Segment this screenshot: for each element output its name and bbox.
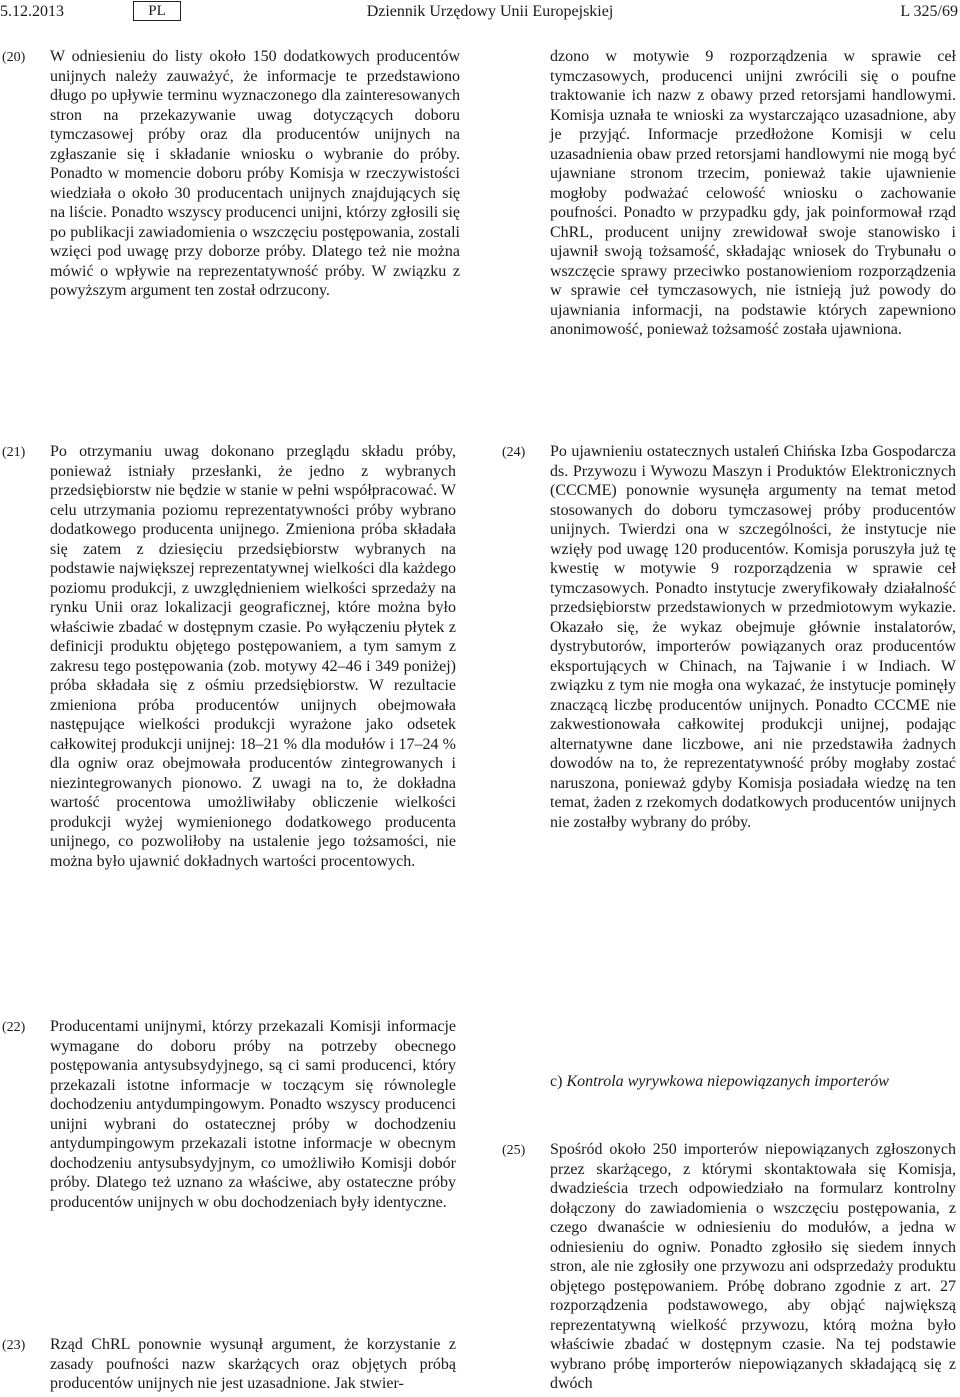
- page-reference: L 325/69: [900, 3, 958, 20]
- recital-23-text: Rząd ChRL ponownie wysunął argument, że korzystanie z zasady poufności nazw skarżących oraz objętych próbą producentów unijnych nie jest uzasadnione. Jak stwier-: [50, 1336, 456, 1392]
- recital-25-text: Spośród około 250 importerów niepowiązanych zgłoszonych przez skarżącego, z którymi skontaktowała się Komisja, dwadzieścia trzech odpowiedziało na formularz kontrolny dołączony do zawiadomienia o wszczęciu postępowania, z czego dwanaście w odniesieniu do modułów, a jedna w odniesieniu do ogniw. Ponadto zgłosiło się siedem innych stron, ale nie zgłosiły one przywozu ani odsprzedaży produktu objętego postępowaniem. Próbę dobrano zgodnie z art. 27 rozporządzenia podstawowego, aby objąć największą reprezentatywną wielkość przywozu, którą można było właściwie zbadać w dostępnym czasie. Na tej podstawie wybrano próbę importerów niepowiązanych składającą się z dwóch: [550, 1141, 956, 1392]
- recital-number-21: (21): [2, 445, 26, 460]
- recital-24-text: Po ujawnieniu ostatecznych ustaleń Chińska Izba Gospodarcza ds. Przywozu i Wywozu Maszyn i Produktów Elektronicznych (CCCME) ponownie wysunęła argumenty na temat metod stosowanych do doboru tymczasowej próby producentów unijnych. Twierdzi ona w szczególności, że instytucje nie wzięły pod uwagę 120 producentów. Komisja poruszyła już tę kwestię w motywie 9 rozporządzenia w sprawie ceł tymczasowych. Ponadto instytucje zweryfikowały działalność przedsiębiorstw przedstawionych w przedmiotowym wykazie. Okazało się, że wykaz obejmuje głównie instalatorów, dystrybutorów, importerów powiązanych oraz producentów eksportujących w Chinach, na Tajwanie i w Indiach. W związku z tym nie mogła ona wykazać, że instytucje pominęły znaczącą liczbę producentów unijnych. Ponadto CCCME nie zakwestionowała całkowitej produkcji unijnej, podając alternatywne dane liczbowe, ani nie przedstawiła żadnych dowodów na to, że reprezentatywność próby mogłaby zostać naruszona, ponieważ gdyby Komisja posiadała wiedzę na ten temat, żaden z rzekomych dodatkowych producentów unijnych nie zostałby wybrany do próby.: [550, 443, 956, 831]
- journal-title: Dziennik Urzędowy Unii Europejskiej: [366, 3, 614, 20]
- recital-number-20: (20): [2, 50, 26, 65]
- recital-21-text: Po otrzymaniu uwag dokonano przeglądu składu próby, ponieważ istniały przesłanki, że jedno z wybranych przedsiębiorstw nie będzie w stanie w pełni współpracować. W celu utrzymania poziomu reprezentatywności próby wybrano dodatkowego producenta unijnego. Zmieniona próba składała się zatem z dziesięciu przedsiębiorstw wybranych na podstawie największej reprezentatywnej wielkości dla każdego poziomu produkcji, z uwzględnieniem wielkości sprzedaży na rynku Unii oraz lokalizacji geograficznej, które można było właściwie zbadać w dostępnym czasie. Po wyłączeniu płytek z definicji produktu objętego postępowaniem, a tym samym z zakresu tego postępowania (zob. motywy 42–46 i 349 poniżej) próba składała się z ośmiu przedsiębiorstw. W rezultacie zmieniona próba producentów unijnych obejmowała następujące wielkości produkcji wyrażone jako odsetek całkowitej produkcji unijnej: 18–21 % dla modułów i 17–24 % dla ogniw oraz obejmowała producentów zintegrowanych i niezintegrowanych pionowo. Z uwagi na to, że dokładna wartość procentowa umożliwiłaby obliczenie wielkości produkcji wyżej wymienionego dodatkowego producenta unijnego, co pozwoliłoby na ustalenie jego tożsamości, nie można było ujawnić dokładnych wartości procentowych.: [50, 443, 456, 870]
- recital-22-text: Producentami unijnymi, którzy przekazali Komisji informacje wymagane do doboru próby na potrzeby obecnego postępowania antysubsydyjnego, są ci sami producenci, który przekazali istotne informacje w toczącym się równolegle dochodzeniu antydumpingowym. Ponadto wszyscy producenci unijni wybrani do ostatecznej próby w dochodzeniu antydumpingowym przekazali istotne informacje w obecnym dochodzeniu antysubsydyjnym, co umożliwiło Komisji dobór próby. Dlatego też uznano za właściwe, aby ostateczne próby producentów unijnych w obu dochodzeniach były identyczne.: [50, 1018, 456, 1211]
- section-letter: c): [550, 1073, 563, 1090]
- recital-number-22: (22): [2, 1020, 26, 1035]
- publication-date: 5.12.2013: [0, 3, 64, 20]
- recital-number-24: (24): [502, 445, 526, 460]
- section-title: Kontrola wyrywkowa niepowiązanych importerów: [566, 1073, 889, 1090]
- section-heading: [550, 1072, 956, 1092]
- recital-number-23: (23): [2, 1338, 26, 1353]
- language-badge: PL: [133, 1, 181, 21]
- recital-number-25: (25): [502, 1143, 526, 1158]
- recital-23-continuation: dzono w motywie 9 rozporządzenia w sprawie ceł tymczasowych, producenci unijni zwrócili się o poufne traktowanie ich nazw z obawy przed retorsjami handlowymi. Komisja uznała te wnioski za wystarczająco uzasadnione, aby je przyjąć. Informacje przedłożone Komisji w celu uzasadnienia obaw przed retorsjami handlowymi nie mogą być ujawniane stronom trzecim, ponieważ takie ujawnienie mogłoby podważać celowość wniosku o zachowanie poufności. Ponadto w przypadku gdy, jak poinformował rząd ChRL, producent unijny zrewidował swoje stanowisko i ujawnił swoją tożsamość, składając wniosek do Trybunału o wszczęcie sprawy przeciwko postanowieniom rozporządzenia w sprawie ceł tymczasowych, nie istnieją już powody do ujawniania informacji, na podstawie których zapewniono anonimowość, ponieważ tożsamość została ujawniona.: [550, 48, 956, 338]
- recital-20-text: W odniesieniu do listy około 150 dodatkowych producentów unijnych należy zauważyć, że informacje te przedstawiono długo po upływie terminu wyznaczonego dla zainteresowanych stron na przekazywanie uwag dotyczących doboru tymczasowej próby oraz dla producentów unijnych na zgłaszanie się i składanie wniosku o wybranie do próby. Ponadto w momencie doboru próby Komisja w rzeczywistości wiedziała o około 30 producentach unijnych znajdujących się na liście. Ponadto wszyscy producenci unijni, którzy zgłosili się po publikacji zawiadomienia o wszczęciu postępowania, zostali wzięci pod uwagę przy doborze próby. Dlatego też nie można mówić o wpływie na reprezentatywność próby. W związku z powyższym argument ten został odrzucony.: [50, 48, 460, 299]
- page-header: [0, 0, 960, 30]
